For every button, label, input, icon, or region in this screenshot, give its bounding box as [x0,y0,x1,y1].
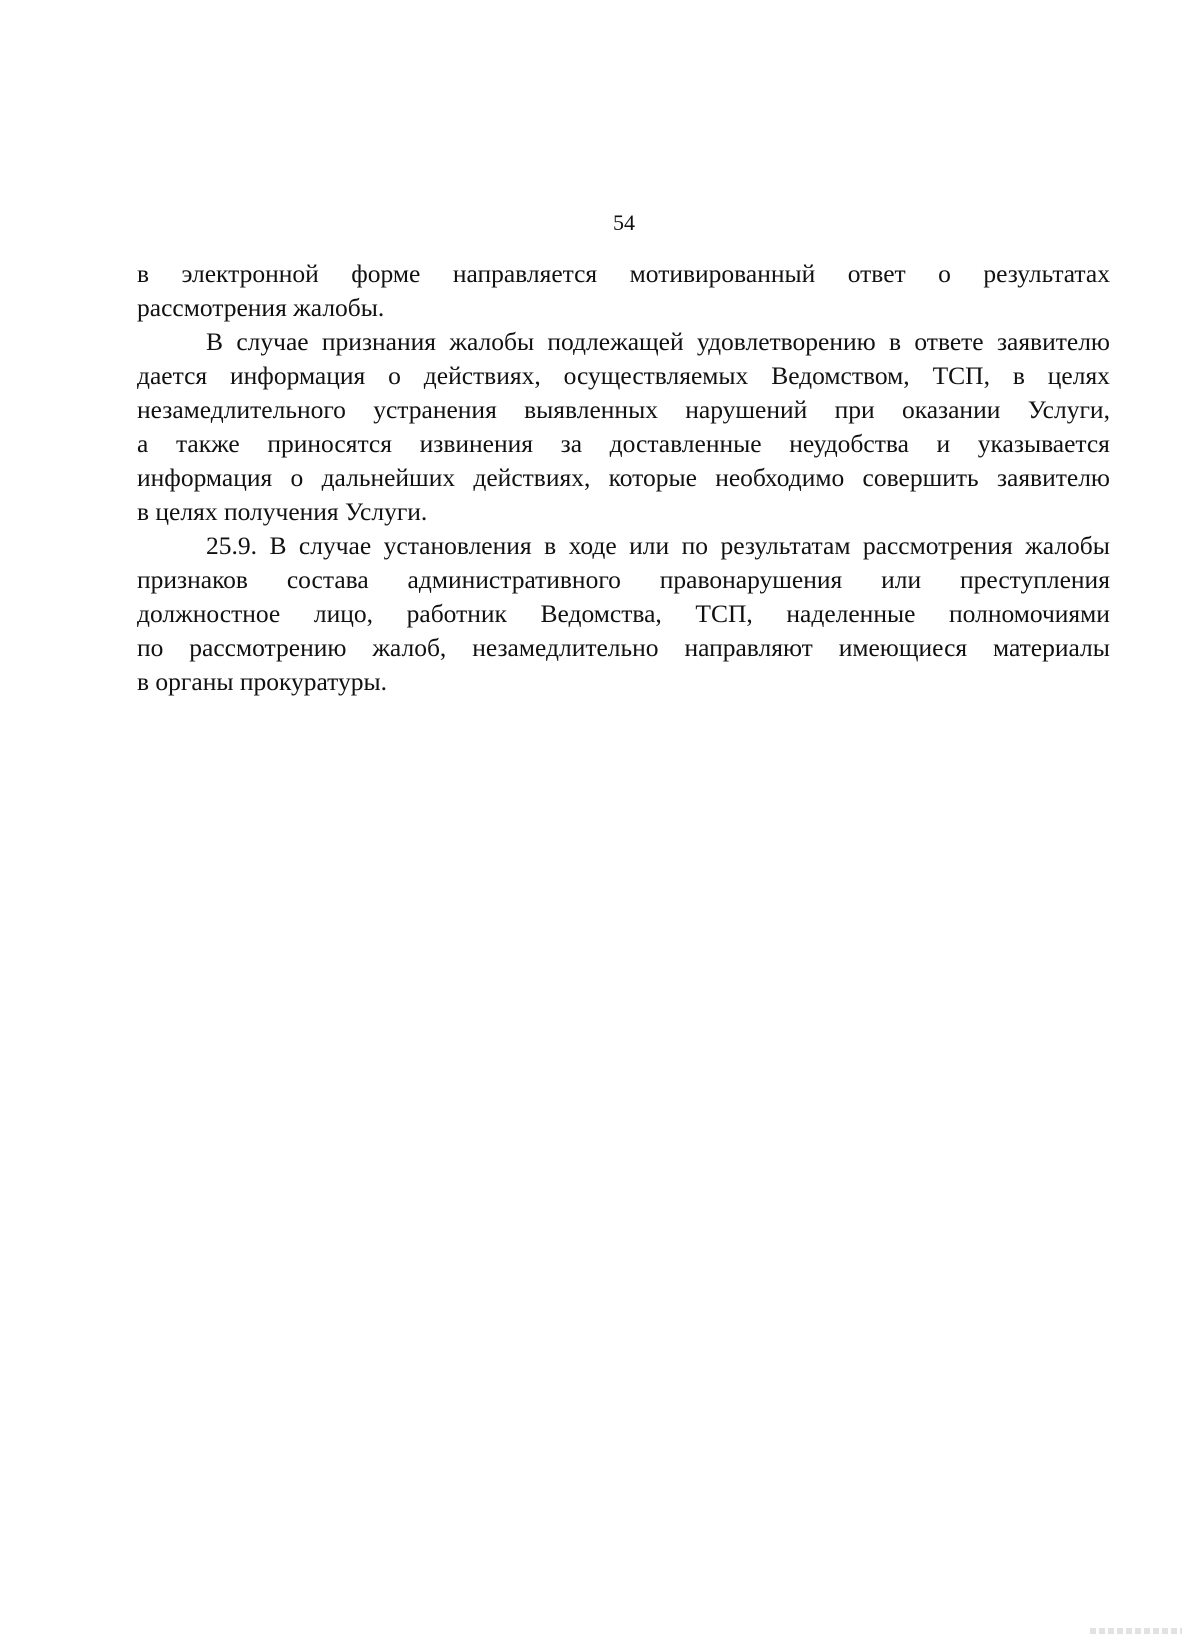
text-line: в целях получения Услуги. [137,497,428,526]
text-line: должностное лицо, работник Ведомства, ТСП, наделенные полномочиями [137,599,1110,628]
text-line: рассмотрения жалобы. [137,293,385,322]
scan-footer-mark [1090,1628,1182,1634]
text-line: в электронной форме направляется мотивированный ответ о результатах [137,259,1110,288]
text-line: 25.9. В случае установления в ходе или по результатам рассмотрения жалобы [206,531,1110,560]
text-line: в органы прокуратуры. [137,667,387,696]
text-line: а также приносятся извинения за доставленные неудобства и указывается [137,429,1110,458]
text-line: по рассмотрению жалоб, незамедлительно направляют имеющиеся материалы [137,633,1110,662]
text-line: незамедлительного устранения выявленных нарушений при оказании Услуги, [137,395,1110,424]
page-number: 54 [613,210,635,235]
text-line: В случае признания жалобы подлежащей удовлетворению в ответе заявителю [206,327,1110,356]
document-body [137,257,1110,699]
text-line: информация о дальнейших действиях, которые необходимо совершить заявителю [137,463,1110,492]
text-line: дается информация о действиях, осуществляемых Ведомством, ТСП, в целях [137,361,1110,390]
text-line: признаков состава административного правонарушения или преступления [137,565,1110,594]
